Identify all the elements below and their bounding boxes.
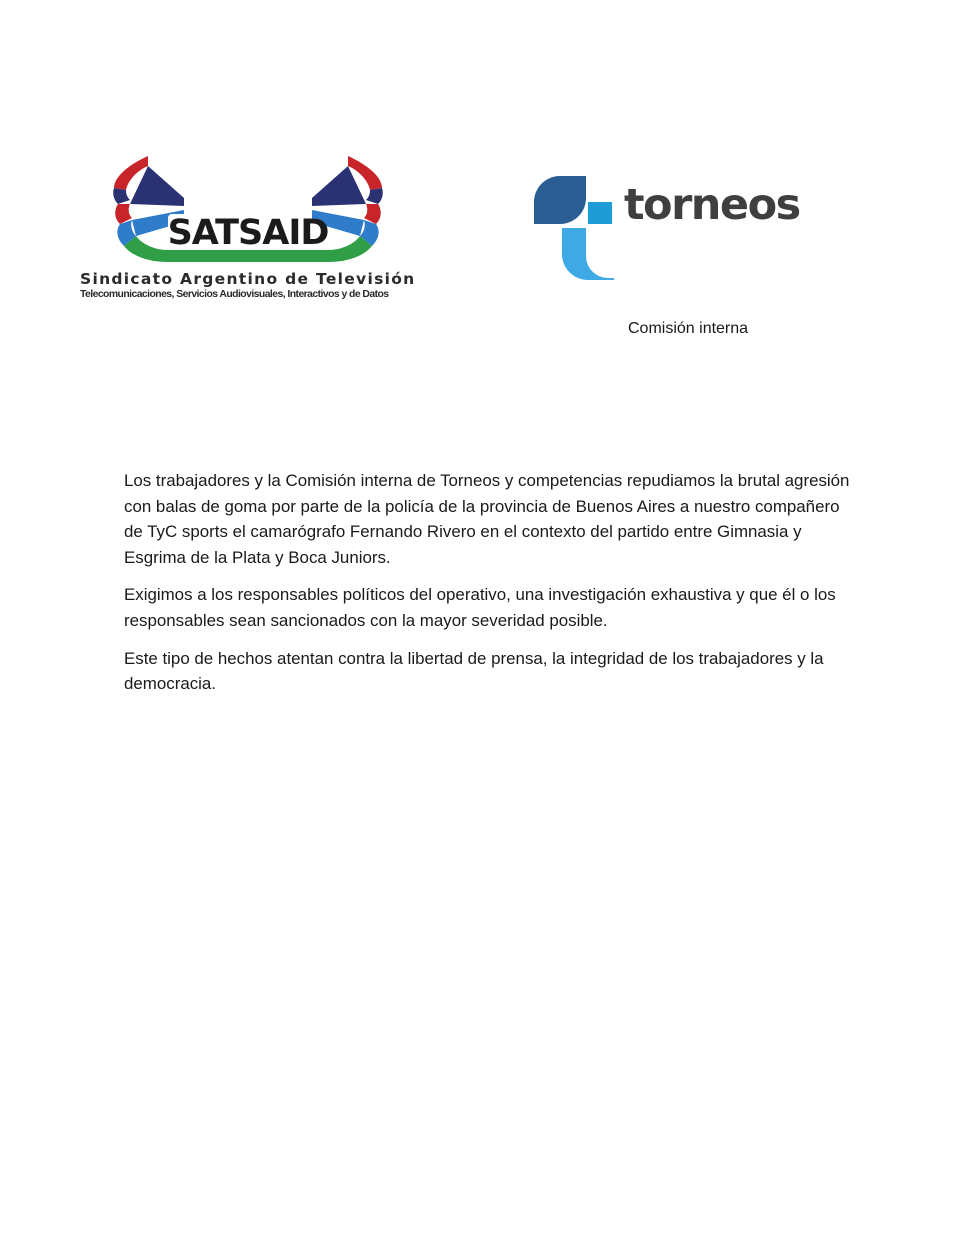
torneos-mark-icon (534, 176, 614, 280)
satsaid-title: Sindicato Argentino de Televisión (80, 270, 416, 288)
torneos-wordmark: torneos (624, 180, 800, 230)
paragraph-exigencia: Exigimos a los responsables políticos del operativo, una investigación exhaustiva y que él o los responsables sean sancionados con la mayor severidad posible. (124, 585, 836, 630)
torneos-logo (534, 176, 804, 282)
comision-interna-label: Comisión interna (628, 320, 749, 337)
satsaid-ribbon-graphic (108, 148, 388, 266)
statement-body (124, 468, 852, 709)
paragraph-repudio: Los trabajadores y la Comisión interna de Torneos y competencias repudiamos la brutal agresión con balas de goma por parte de la policía de la provincia de Buenos Aires a nuestro compañero de TyC sports el camarógrafo Fernando Rivero en el contexto del partido entre Gimnasia y Esgrima de la Plata y Boca Juniors. (124, 471, 850, 567)
svg-text:SATSAID: SATSAID (167, 213, 329, 253)
satsaid-subtitle: Telecomunicaciones, Servicios Audiovisuales, Interactivos y de Datos (80, 289, 389, 300)
satsaid-logo (78, 148, 423, 308)
paragraph-conclusion: Este tipo de hechos atentan contra la libertad de prensa, la integridad de los trabajadores y la democracia. (124, 648, 824, 694)
